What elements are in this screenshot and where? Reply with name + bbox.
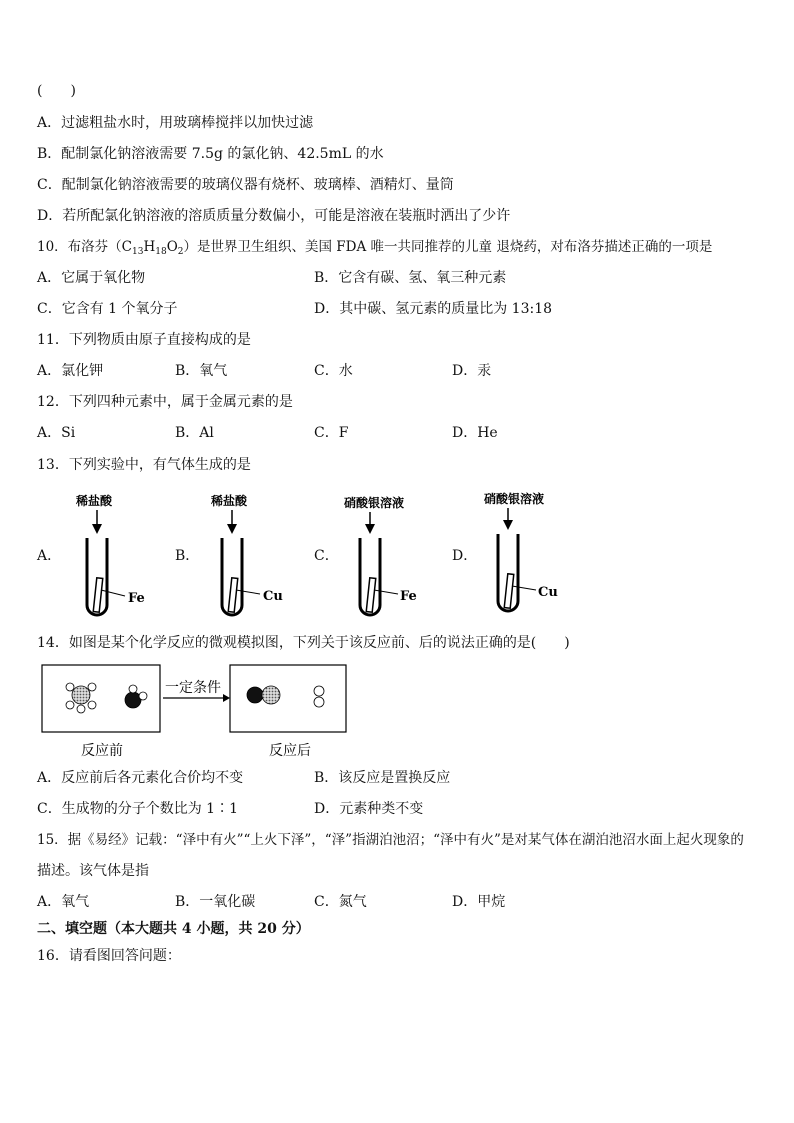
section-heading: 二、填空题（本大题共 4 小题，共 20 分） xyxy=(37,921,310,937)
q10-option-b: B．它含有碳、氢、氧三种元素 xyxy=(314,270,507,286)
q16-stem: 16．请看图回答问题： xyxy=(37,948,181,964)
q13-figure-c-reagent: 硝酸银溶液 xyxy=(344,496,405,510)
q13-figure-b-metal: Cu xyxy=(263,589,283,604)
arrow-head-icon xyxy=(503,520,513,530)
q14-before-label: 反应前 xyxy=(81,743,123,759)
black-atom-icon xyxy=(247,687,263,703)
q15-option-d: D．甲烷 xyxy=(452,894,506,910)
q13-figure-d-reagent: 硝酸银溶液 xyxy=(484,492,545,506)
q13-figure-c-metal: Fe xyxy=(400,589,417,604)
q14-condition: 一定条件 xyxy=(165,680,221,696)
q12-stem: 12．下列四种元素中，属于金属元素的是 xyxy=(37,394,293,410)
small-atom-icon xyxy=(88,701,96,709)
label-pointer xyxy=(512,586,536,590)
q13-figure-b xyxy=(205,488,300,623)
label-pointer xyxy=(374,590,398,594)
q9-option-a: A．过滤粗盐水时，用玻璃棒搅拌以加快过滤 xyxy=(37,115,314,131)
q14-option-b: B．该反应是置换反应 xyxy=(314,770,451,786)
q11-option-a: A．氯化钾 xyxy=(37,363,104,379)
q9-option-c: C．配制氯化钠溶液需要的玻璃仪器有烧杯、玻璃棒、酒精灯、量筒 xyxy=(37,177,454,193)
q13-figure-a xyxy=(70,488,160,623)
q10-option-a: A．它属于氧化物 xyxy=(37,270,146,286)
q14-reaction-diagram xyxy=(37,660,357,760)
q11-option-c: C．水 xyxy=(314,363,353,379)
small-atom-icon xyxy=(77,705,85,713)
q13-figure-a-metal: Fe xyxy=(128,591,145,606)
q13-figure-b-reagent: 稀盐酸 xyxy=(211,494,248,508)
small-atom-icon xyxy=(66,683,74,691)
arrow-head-icon xyxy=(227,524,237,534)
q12-option-b: B．Al xyxy=(175,425,214,441)
q12-option-c: C．F xyxy=(314,425,349,441)
small-atom-icon xyxy=(139,692,147,700)
small-atom-icon xyxy=(66,701,74,709)
q11-option-b: B．氧气 xyxy=(175,363,228,379)
q10-stem: 10．布洛芬$(C_{13}H_{18}O_2)$是世界卫生组织、美国 FDA 唯一共同推荐的儿童 退烧药，对布洛芬描述正确的一项是 xyxy=(37,239,713,257)
q10-option-c: C．它含有 1 个氧分子 xyxy=(37,301,178,317)
metal-strip-icon xyxy=(93,578,103,612)
label-pointer xyxy=(101,590,125,596)
q9-bracket: ( ) xyxy=(37,83,76,99)
q13-figure-c xyxy=(340,488,440,623)
q13-figure-d xyxy=(480,486,580,621)
q15-option-a: A．氧气 xyxy=(37,894,90,910)
black-atom-icon xyxy=(125,692,141,708)
q13-figure-d-metal: Cu xyxy=(538,585,558,600)
arrow-head-icon xyxy=(92,524,102,534)
arrow-head-icon xyxy=(365,524,375,534)
hatched-atom-icon xyxy=(72,686,90,704)
metal-strip-icon xyxy=(228,578,238,612)
label-pointer xyxy=(236,590,260,594)
q11-stem: 11．下列物质由原子直接构成的是 xyxy=(37,332,251,348)
q10-option-d: D．其中碳、氢元素的质量比为 13:18 xyxy=(314,301,553,317)
q15-stem-line1: 15．据《易经》记载：“泽中有火”“上火下泽”，“泽”指湖泊池沼；“泽中有火”是对某气体在湖泊池沼水面上起火现象的 xyxy=(37,832,744,848)
q13-figure-d-letter: D． xyxy=(452,548,478,564)
metal-strip-icon xyxy=(504,574,514,608)
q13-stem: 13．下列实验中，有气体生成的是 xyxy=(37,457,251,473)
hatched-atom-icon xyxy=(262,686,280,704)
q14-after-label: 反应后 xyxy=(269,743,311,759)
small-atom-icon xyxy=(314,686,324,696)
q15-option-b: B．一氧化碳 xyxy=(175,894,256,910)
q12-option-d: D．He xyxy=(452,425,498,441)
small-atom-icon xyxy=(129,685,137,693)
q13-figure-c-letter: C． xyxy=(314,548,339,564)
arrow-head-icon xyxy=(223,694,230,702)
q11-option-d: D．汞 xyxy=(452,363,492,379)
q14-stem: 14．如图是某个化学反应的微观模拟图，下列关于该反应前、后的说法正确的是( ) xyxy=(37,635,570,651)
small-atom-icon xyxy=(314,697,324,707)
q14-option-a: A．反应前后各元素化合价均不变 xyxy=(37,770,244,786)
q12-option-a: A．Si xyxy=(37,425,76,441)
q9-option-b: B．配制氯化钠溶液需要 7.5g 的氯化钠、42.5mL 的水 xyxy=(37,146,384,162)
q15-option-c: C．氮气 xyxy=(314,894,367,910)
q13-figure-a-reagent: 稀盐酸 xyxy=(76,494,113,508)
q9-option-d: D．若所配氯化钠溶液的溶质质量分数偏小，可能是溶液在装瓶时洒出了少许 xyxy=(37,208,511,224)
q13-figure-a-letter: A． xyxy=(37,548,62,564)
q15-stem-line2: 描述。该气体是指 xyxy=(37,863,149,879)
q13-figure-b-letter: B． xyxy=(175,548,200,564)
q14-option-c: C．生成物的分子个数比为 1∶1 xyxy=(37,801,238,817)
metal-strip-icon xyxy=(366,578,376,612)
small-atom-icon xyxy=(88,683,96,691)
q14-option-d: D．元素种类不变 xyxy=(314,801,424,817)
